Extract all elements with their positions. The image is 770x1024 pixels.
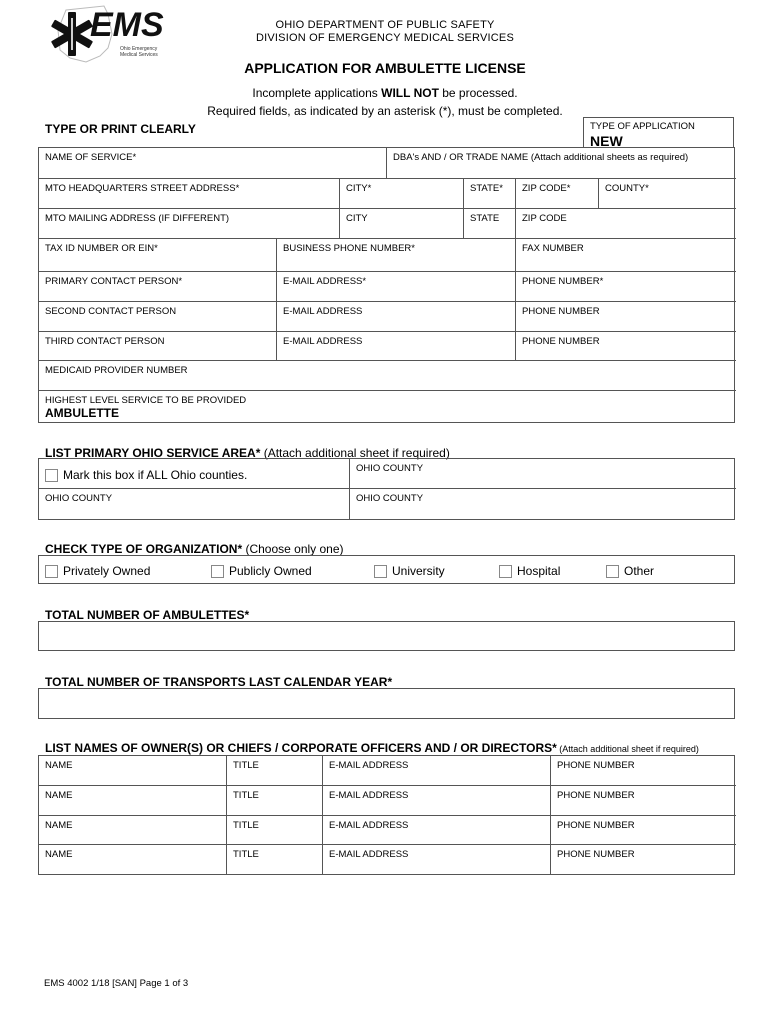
logo-text: EMS	[90, 6, 164, 44]
university-checkbox[interactable]	[374, 565, 387, 578]
second-contact-field[interactable]: SECOND CONTACT PERSON	[39, 302, 277, 332]
org-option-hospital[interactable]: Hospital	[499, 564, 560, 578]
logo-subtext-2: Medical Services	[120, 52, 158, 58]
owner-phone-field[interactable]: PHONE NUMBER	[551, 816, 736, 845]
other-checkbox[interactable]	[606, 565, 619, 578]
page-title: APPLICATION FOR AMBULETTE LICENSE	[244, 60, 526, 76]
service-area-heading: LIST PRIMARY OHIO SERVICE AREA* (Attach additional sheet if required)	[45, 446, 450, 460]
type-of-application-value: NEW	[590, 133, 623, 149]
owner-email-field[interactable]: E-MAIL ADDRESS	[323, 816, 551, 845]
owner-phone-field[interactable]: PHONE NUMBER	[551, 786, 736, 816]
third-email-field[interactable]: E-MAIL ADDRESS	[277, 332, 516, 361]
transports-input[interactable]	[38, 688, 735, 719]
second-email-field[interactable]: E-MAIL ADDRESS	[277, 302, 516, 332]
owner-email-field[interactable]: E-MAIL ADDRESS	[323, 845, 551, 874]
logo-subtext-1: Ohio Emergency	[120, 46, 158, 52]
second-phone-field[interactable]: PHONE NUMBER	[516, 302, 736, 332]
public-checkbox[interactable]	[211, 565, 224, 578]
mailing-state-field[interactable]: STATE	[464, 209, 516, 239]
org-option-university[interactable]: University	[374, 564, 445, 578]
dba-field[interactable]: DBA's AND / OR TRADE NAME (Attach additional sheets as required)	[387, 148, 736, 179]
all-counties-label: Mark this box if ALL Ohio counties.	[63, 468, 248, 482]
all-counties-cell[interactable]	[39, 459, 350, 489]
service-info-table	[38, 147, 735, 423]
mailing-address-field[interactable]: MTO MAILING ADDRESS (IF DIFFERENT)	[39, 209, 340, 239]
owner-name-field[interactable]: NAME	[39, 786, 227, 816]
business-phone-field[interactable]: BUSINESS PHONE NUMBER*	[277, 239, 516, 272]
owner-title-field[interactable]: TITLE	[227, 786, 323, 816]
all-counties-checkbox[interactable]	[45, 469, 58, 482]
owners-table	[38, 755, 735, 875]
highest-level-value: AMBULETTE	[45, 406, 119, 420]
org-option-private[interactable]: Privately Owned	[45, 564, 150, 578]
service-area-table	[38, 458, 735, 520]
name-of-service-field[interactable]: NAME OF SERVICE*	[39, 148, 387, 179]
hq-zip-field[interactable]: ZIP CODE*	[516, 179, 599, 209]
tax-id-field[interactable]: TAX ID NUMBER OR EIN*	[39, 239, 277, 272]
type-of-application-box	[583, 117, 734, 148]
incomplete-notice: Incomplete applications WILL NOT be processed.	[252, 86, 518, 100]
org-option-other[interactable]: Other	[606, 564, 654, 578]
ohio-county-field-1[interactable]: OHIO COUNTY	[350, 459, 736, 489]
fax-field[interactable]: FAX NUMBER	[516, 239, 736, 272]
ohio-county-field-2[interactable]: OHIO COUNTY	[39, 489, 350, 519]
third-phone-field[interactable]: PHONE NUMBER	[516, 332, 736, 361]
primary-email-field[interactable]: E-MAIL ADDRESS*	[277, 272, 516, 302]
organization-heading: CHECK TYPE OF ORGANIZATION* (Choose only one)	[45, 542, 344, 556]
type-or-print-label: TYPE OR PRINT CLEARLY	[45, 122, 196, 136]
ohio-county-field-3[interactable]: OHIO COUNTY	[356, 493, 424, 504]
private-checkbox[interactable]	[45, 565, 58, 578]
hq-county-field[interactable]: COUNTY*	[599, 179, 736, 209]
mailing-zip-field[interactable]: ZIP CODE	[516, 209, 736, 239]
hq-street-field[interactable]: MTO HEADQUARTERS STREET ADDRESS*	[39, 179, 340, 209]
hq-city-field[interactable]: CITY*	[340, 179, 464, 209]
medicaid-field[interactable]: MEDICAID PROVIDER NUMBER	[39, 361, 736, 391]
department-name: OHIO DEPARTMENT OF PUBLIC SAFETY	[275, 19, 495, 31]
owner-name-field[interactable]: NAME	[39, 756, 227, 786]
owners-heading: LIST NAMES OF OWNER(S) OR CHIEFS / CORPORATE OFFICERS AND / OR DIRECTORS* (Attach additional sheet if required)	[45, 741, 699, 755]
transports-heading: TOTAL NUMBER OF TRANSPORTS LAST CALENDAR YEAR*	[45, 675, 393, 689]
hq-state-field[interactable]: STATE*	[464, 179, 516, 209]
required-notice: Required fields, as indicated by an asterisk (*), must be completed.	[207, 104, 563, 118]
primary-contact-field[interactable]: PRIMARY CONTACT PERSON*	[39, 272, 277, 302]
page-footer: EMS 4002 1/18 [SAN] Page 1 of 3	[44, 978, 189, 989]
org-option-public[interactable]: Publicly Owned	[211, 564, 312, 578]
owner-phone-field[interactable]: PHONE NUMBER	[557, 849, 635, 860]
owner-title-field[interactable]: TITLE	[227, 756, 323, 786]
third-contact-field[interactable]: THIRD CONTACT PERSON	[39, 332, 277, 361]
organization-options	[38, 555, 735, 584]
ambulettes-heading: TOTAL NUMBER OF AMBULETTES*	[45, 608, 250, 622]
owner-email-field[interactable]: E-MAIL ADDRESS	[323, 786, 551, 816]
owner-name-field[interactable]: NAME	[39, 845, 227, 874]
hospital-checkbox[interactable]	[499, 565, 512, 578]
mailing-city-field[interactable]: CITY	[340, 209, 464, 239]
division-name: DIVISION OF EMERGENCY MEDICAL SERVICES	[255, 32, 514, 44]
owner-email-field[interactable]: E-MAIL ADDRESS	[323, 756, 551, 786]
owner-phone-field[interactable]: PHONE NUMBER	[551, 756, 736, 786]
owner-name-field[interactable]: NAME	[39, 816, 227, 845]
owner-title-field[interactable]: TITLE	[227, 816, 323, 845]
type-of-application-label: TYPE OF APPLICATION	[590, 121, 695, 132]
owner-title-field[interactable]: TITLE	[227, 845, 323, 874]
highest-level-field: HIGHEST LEVEL SERVICE TO BE PROVIDED AMBULETTE	[45, 395, 247, 420]
ambulettes-input[interactable]	[38, 621, 735, 651]
primary-phone-field[interactable]: PHONE NUMBER*	[516, 272, 736, 302]
